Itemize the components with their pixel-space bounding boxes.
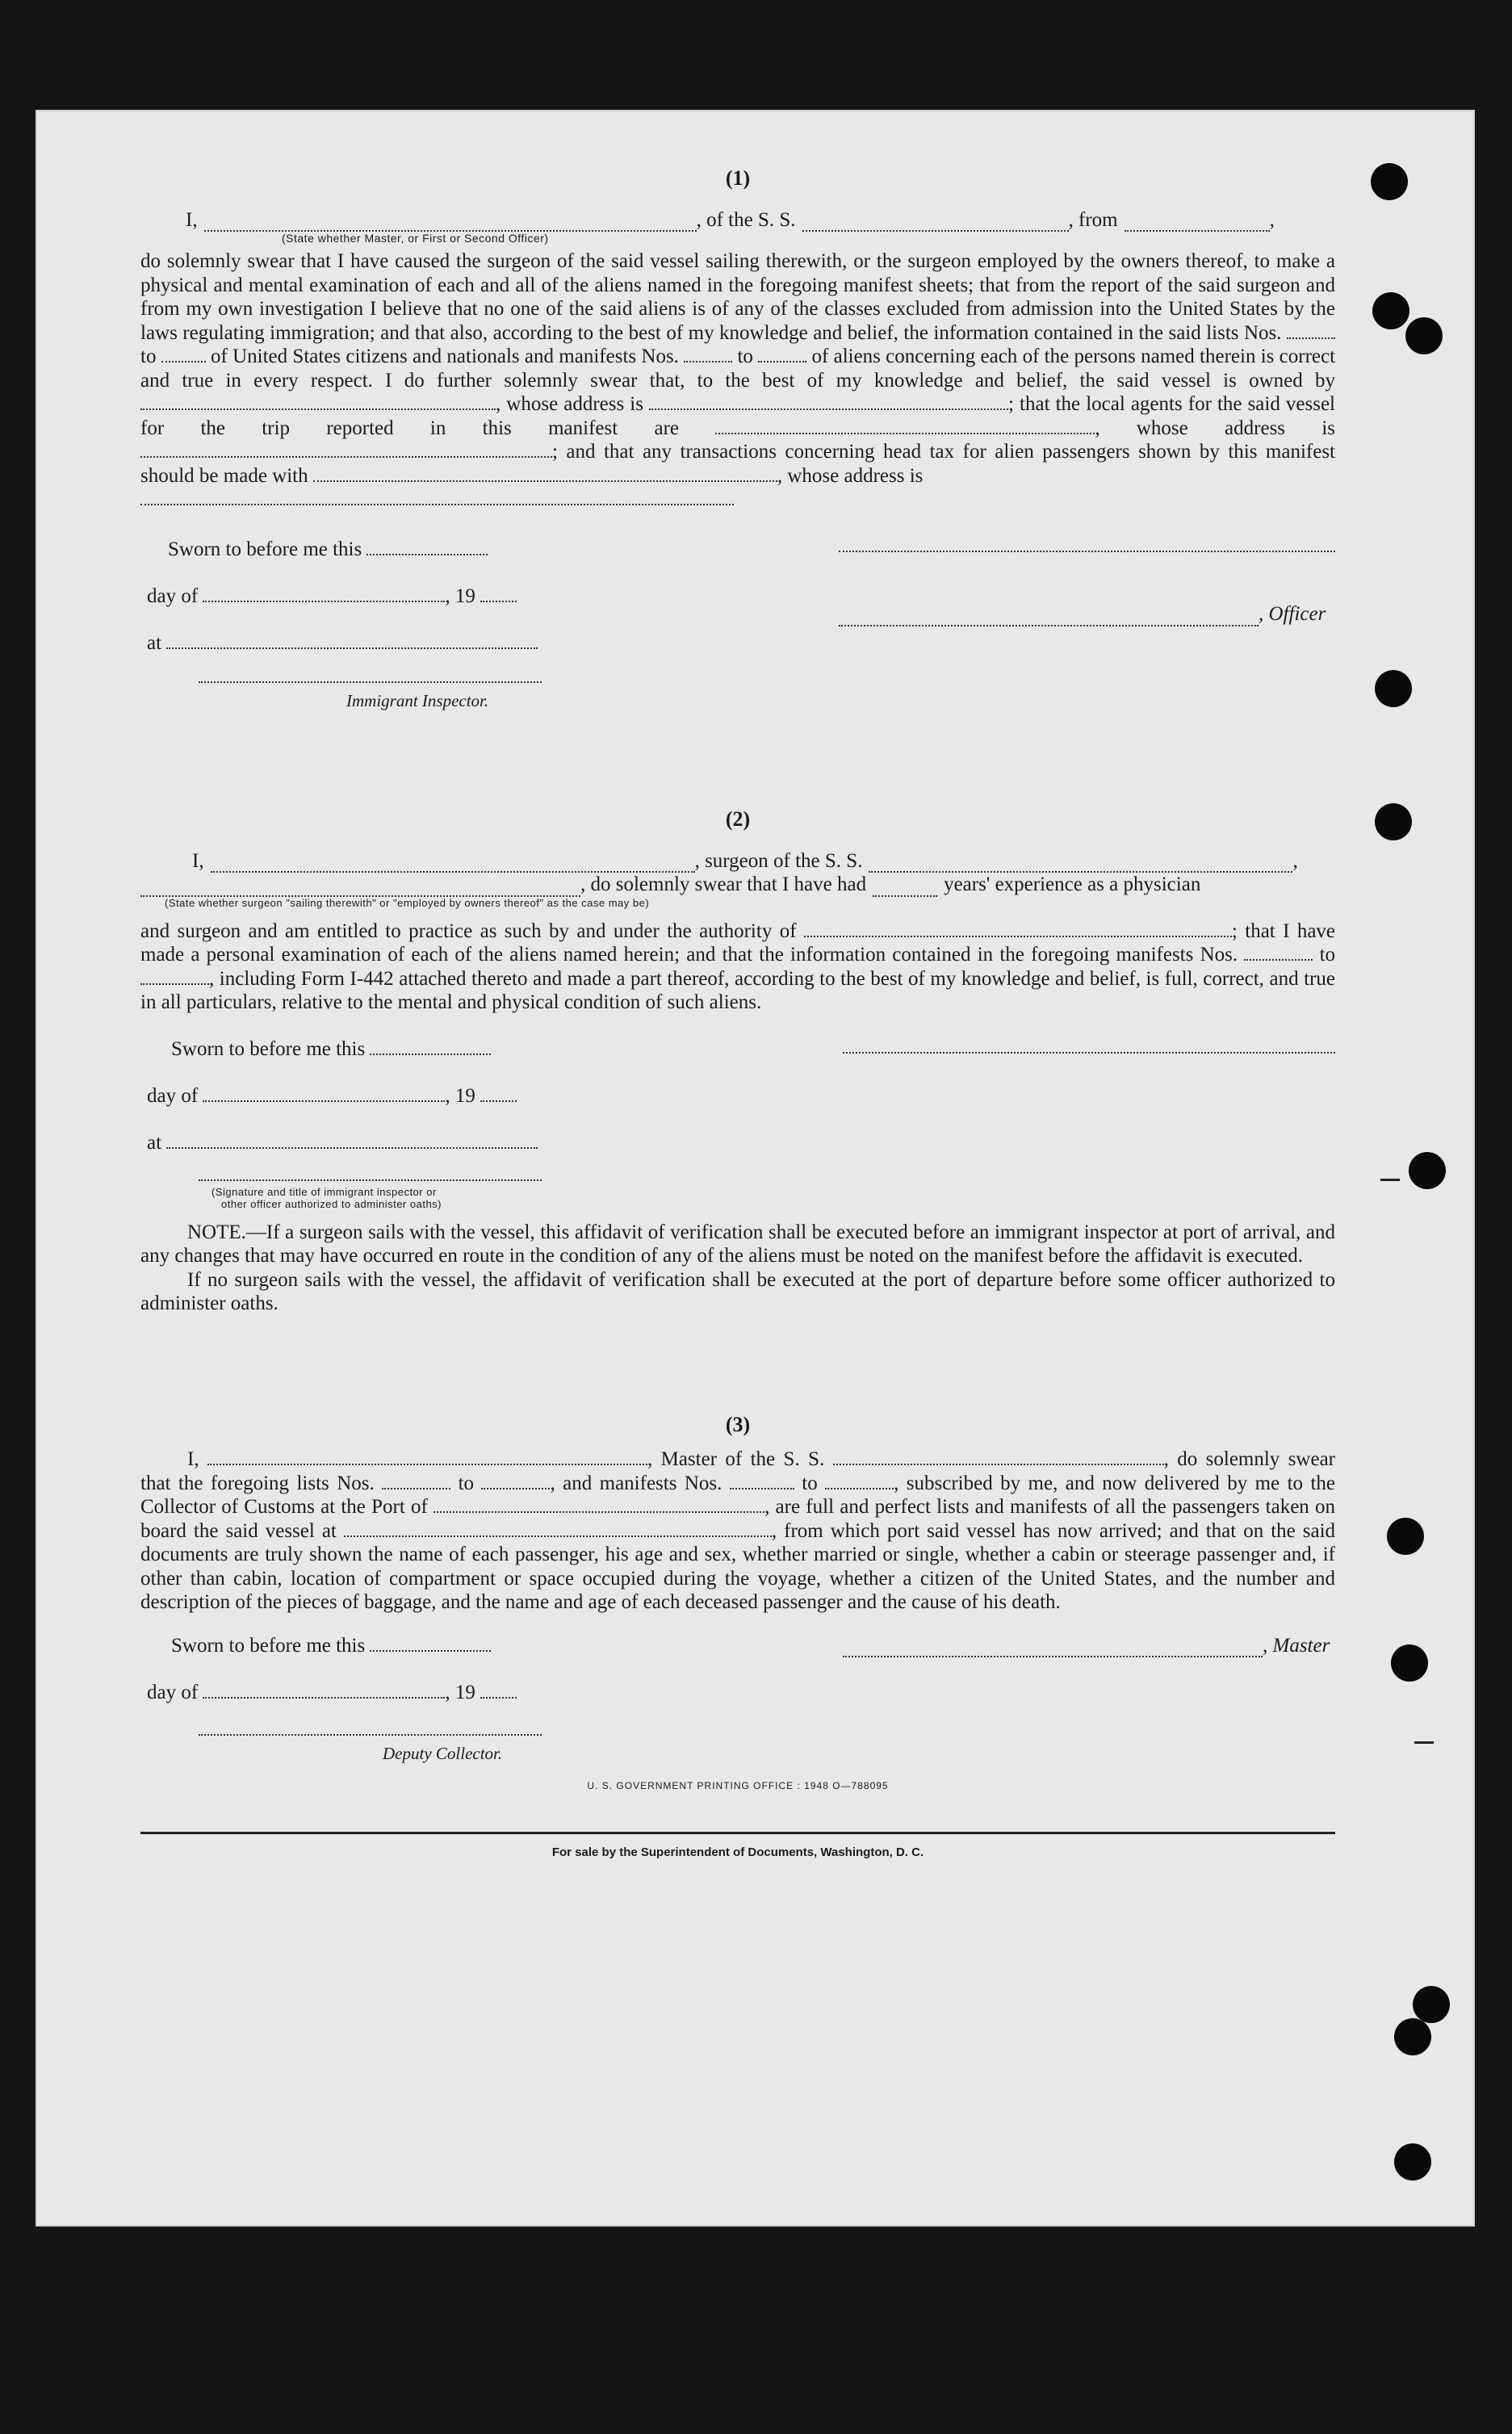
inspector-signature-field[interactable] bbox=[199, 1165, 542, 1181]
at-line bbox=[147, 1131, 538, 1155]
paragraph-text: , subscribed by me, and now bbox=[894, 1472, 1137, 1494]
year-field[interactable] bbox=[480, 1681, 517, 1699]
punch-hole bbox=[1394, 2143, 1431, 2181]
punct: , bbox=[1269, 208, 1275, 231]
affidavit-text bbox=[140, 1447, 1335, 1615]
punct: , bbox=[1292, 849, 1298, 872]
punch-hole bbox=[1375, 803, 1412, 840]
note-paragraph: If no surgeon sails with the vessel, the affidavit of verification shall be executed at the port of departure before some officer authorized to administer oaths. bbox=[140, 1268, 1335, 1314]
text-19: , 19 bbox=[445, 1084, 475, 1107]
head-tax-contact-field[interactable] bbox=[313, 464, 777, 482]
day-of-line bbox=[147, 1681, 517, 1705]
text-to: to bbox=[802, 1472, 818, 1494]
paragraph-text: that the local agents for the said vessel for the trip reported in this manifest are bbox=[140, 393, 1336, 439]
vessel-name-field[interactable] bbox=[833, 1447, 1164, 1465]
text-of-ss: , of the S. S. bbox=[696, 208, 796, 231]
text-i: I, bbox=[192, 849, 204, 872]
paragraph-text: do solemnly swear that I have caused the surgeon of the said vessel sailing therewith, or the surgeon employed by the owners thereof, to make a physical and mental examination of each and all of the aliens named in the foregoing manifest sheets; that from the report of the said surgeon and from my own investigation I believe that no one of the said aliens is of any of the classes excluded from admission into the United States by the laws regulating immigration; and that also, according to the best of my knowledge and belief, the information contained in the said lists Nos. bbox=[140, 250, 1335, 344]
head-tax-address-field[interactable] bbox=[140, 489, 734, 505]
manifests-no-to-field[interactable] bbox=[140, 967, 209, 985]
text-surgeon-of: , surgeon of the S. S. bbox=[694, 849, 863, 872]
signature-note: other officer authorized to administer oaths) bbox=[221, 1197, 442, 1210]
place-field[interactable] bbox=[166, 1131, 538, 1149]
officer-signature-field[interactable] bbox=[839, 609, 1259, 626]
paragraph-text: that I have made a personal examination of each of the aliens named herein; and that the information contained in the foregoing manifests Nos. bbox=[140, 920, 1336, 966]
at-line bbox=[147, 631, 538, 656]
surgeon-signature-field[interactable] bbox=[843, 1037, 1335, 1054]
month-field[interactable] bbox=[203, 1681, 445, 1699]
punct: ; bbox=[1231, 920, 1238, 942]
paragraph-text: ; and that any transactions concerning head tax for alien passengers shown by this manifest should be made with bbox=[140, 441, 1335, 487]
text-i: I, bbox=[187, 1448, 199, 1470]
signature-field[interactable] bbox=[839, 536, 1335, 552]
place-field[interactable] bbox=[166, 631, 538, 649]
paragraph-text: delivered by me to the Collector of Customs at the Port of bbox=[140, 1472, 1335, 1518]
vessel-name-field[interactable] bbox=[869, 855, 1292, 873]
sworn-day-field[interactable] bbox=[370, 1634, 491, 1652]
master-name-field[interactable] bbox=[207, 1447, 647, 1465]
punch-hole bbox=[1375, 670, 1412, 707]
for-sale-note: For sale by the Superintendent of Documents, Washington, D. C. bbox=[551, 1845, 924, 1859]
text-sworn: Sworn to before me this bbox=[171, 1634, 366, 1657]
text-years: years' experience as a physician bbox=[944, 873, 1201, 895]
port-field[interactable] bbox=[433, 1495, 764, 1513]
master-signature-field[interactable] bbox=[843, 1640, 1263, 1657]
section-number: (1) bbox=[725, 166, 751, 190]
text-day-of: day of bbox=[147, 585, 199, 607]
manifests-no-from-field[interactable] bbox=[1244, 943, 1313, 961]
text-to: to bbox=[737, 346, 753, 367]
vessel-name-field[interactable] bbox=[802, 214, 1069, 232]
section-number: (3) bbox=[725, 1412, 751, 1436]
lists-no-from-field[interactable] bbox=[1287, 321, 1335, 339]
owner-field[interactable] bbox=[140, 392, 496, 410]
footer-rule bbox=[140, 1832, 1335, 1834]
text-sworn: Sworn to before me this bbox=[171, 1037, 366, 1060]
year-field[interactable] bbox=[480, 584, 517, 602]
paragraph-text: manifests of all the passengers taken on board the said vessel at bbox=[140, 1496, 1336, 1542]
deputy-label: Deputy Collector. bbox=[383, 1743, 503, 1763]
month-field[interactable] bbox=[203, 584, 445, 602]
years-field[interactable] bbox=[873, 879, 937, 897]
manifests-no-from-field[interactable] bbox=[684, 345, 732, 362]
manifests-no-to-field[interactable] bbox=[825, 1472, 894, 1489]
text-to: to bbox=[1319, 944, 1336, 966]
text-day-of: day of bbox=[147, 1084, 199, 1107]
punch-hole bbox=[1405, 317, 1443, 354]
affidavit-text bbox=[140, 249, 1335, 488]
inspector-label: Immigrant Inspector. bbox=[346, 691, 489, 710]
lists-no-to-field[interactable] bbox=[481, 1472, 550, 1489]
officer-note: (State whether Master, or First or Second Officer) bbox=[282, 232, 549, 245]
port-from-field[interactable] bbox=[1125, 214, 1270, 232]
text-sworn: Sworn to before me this bbox=[168, 538, 362, 560]
form-content bbox=[140, 166, 1335, 1865]
master-label: , Master bbox=[1263, 1634, 1330, 1657]
officer-signature-line bbox=[839, 602, 1326, 626]
sworn-block-1 bbox=[140, 523, 1335, 741]
lists-no-from-field[interactable] bbox=[382, 1472, 450, 1489]
text-day-of: day of bbox=[147, 1681, 199, 1703]
text-master-of: , Master of the S. S. bbox=[647, 1448, 825, 1470]
printing-office-imprint: U. S. GOVERNMENT PRINTING OFFICE : 1948 O—788095 bbox=[587, 1779, 889, 1791]
swear-line bbox=[140, 873, 1335, 897]
signature-note: (Signature and title of immigrant inspector or bbox=[212, 1185, 437, 1198]
paragraph-text: and surgeon and am entitled to practice as such by and under the authority of bbox=[140, 920, 797, 942]
punct: , bbox=[1095, 417, 1100, 439]
text-19: , 19 bbox=[445, 1681, 475, 1703]
note-text bbox=[140, 1268, 1335, 1316]
paragraph-text: of aliens concerning each of the persons named therein is correct and true in every respect. I do further solemnly swear that, to the best of my knowledge and belief, the said vessel is owned by bbox=[140, 346, 1336, 392]
inspector-signature-field[interactable] bbox=[199, 667, 542, 683]
owner-address-field[interactable] bbox=[649, 392, 1008, 410]
text-do-solemnly: , do solemnly bbox=[1163, 1448, 1280, 1470]
agents-address-field[interactable] bbox=[140, 440, 552, 458]
paragraph-text: , including Form I-442 attached thereto and made a part thereof, according to the best of my knowledge and belief, is full, correct, and true in all particulars, relative to the mental and physical condition of such aliens. bbox=[140, 967, 1335, 1013]
surgeon-name-field[interactable] bbox=[211, 855, 695, 873]
authority-field[interactable] bbox=[804, 920, 1232, 937]
sworn-line bbox=[171, 1037, 491, 1062]
punch-hole bbox=[1413, 1986, 1450, 2023]
text-to: to bbox=[140, 346, 157, 367]
day-of-line bbox=[147, 584, 517, 609]
punch-hole bbox=[1371, 163, 1408, 200]
punch-hole bbox=[1372, 292, 1409, 329]
sworn-block-2 bbox=[140, 1029, 1335, 1235]
departure-port-field[interactable] bbox=[344, 1519, 772, 1537]
sworn-day-field[interactable] bbox=[370, 1037, 491, 1055]
affidavit-text bbox=[140, 920, 1335, 1015]
surgeon-line bbox=[140, 849, 1335, 873]
officer-name-field[interactable] bbox=[204, 214, 697, 232]
day-of-line bbox=[147, 1084, 517, 1108]
punct: ; bbox=[1008, 393, 1014, 415]
sworn-day-field[interactable] bbox=[366, 538, 488, 555]
lists-no-to-field[interactable] bbox=[161, 345, 206, 362]
note-label: NOTE. bbox=[187, 1221, 246, 1243]
text-i: I, bbox=[186, 208, 198, 231]
paragraph-text: , are full and perfect lists and bbox=[764, 1496, 1004, 1518]
officer-label: , Officer bbox=[1259, 603, 1326, 625]
year-field[interactable] bbox=[480, 1084, 517, 1102]
punch-hole bbox=[1387, 1518, 1424, 1555]
sworn-line bbox=[171, 1634, 491, 1658]
margin-mark bbox=[1380, 1179, 1400, 1181]
text-from: , from bbox=[1068, 208, 1118, 231]
margin-mark bbox=[1414, 1741, 1434, 1744]
master-signature-line bbox=[843, 1634, 1330, 1658]
month-field[interactable] bbox=[203, 1084, 445, 1102]
text-to: to bbox=[458, 1472, 475, 1494]
sworn-block-3 bbox=[140, 1631, 1335, 1776]
paragraph-text: of United States citizens and nationals and manifests Nos. bbox=[211, 346, 679, 367]
section-number: (2) bbox=[725, 807, 751, 831]
text-at: at bbox=[147, 632, 162, 654]
paragraph-text: , and manifests Nos. bbox=[550, 1472, 722, 1494]
officer-line bbox=[140, 208, 1335, 233]
paragraph-text: , from which bbox=[771, 1519, 880, 1542]
punch-hole bbox=[1391, 1644, 1428, 1682]
punch-hole bbox=[1394, 2018, 1431, 2055]
punch-hole bbox=[1409, 1152, 1446, 1189]
text-at: at bbox=[147, 1131, 162, 1154]
surgeon-note: (State whether surgeon "sailing therewith" or "employed by owners thereof" as the case may be) bbox=[165, 896, 650, 909]
manifests-no-from-field[interactable] bbox=[730, 1472, 794, 1489]
sworn-line bbox=[168, 538, 488, 562]
note-paragraph: —If a surgeon sails with the vessel, this affidavit of verification shall be executed before an immigrant inspector at port of arrival, and any changes that may have occurred en route in the condition of any of the aliens must be noted on the manifest before the affidavit is executed. bbox=[140, 1221, 1335, 1267]
deputy-signature-field[interactable] bbox=[199, 1720, 542, 1736]
text-whose-address: , whose address is bbox=[777, 464, 924, 487]
text-swear: , do solemnly swear that I have had bbox=[580, 873, 867, 895]
paragraph-text: port said vessel has now arrived; and that on the said documents are truly shown the name of each passenger, his age and sex, whether married or single, whether a cabin or steerage passenger and, if other than cabin, location of compartment or space occupied during the voyage, whether a citizen of the United States, and the number and description of the pieces of baggage, and the name and age of each deceased passenger and the cause of his death. bbox=[140, 1519, 1336, 1613]
manifests-no-to-field[interactable] bbox=[758, 345, 806, 362]
paragraph-text: swear that the foregoing lists Nos. bbox=[140, 1448, 1336, 1494]
text-whose-address: whose address is bbox=[1136, 417, 1336, 439]
agents-field[interactable] bbox=[715, 417, 1095, 434]
text-whose-address: , whose address is bbox=[496, 393, 643, 415]
surgeon-status-field[interactable] bbox=[140, 879, 580, 897]
text-19: , 19 bbox=[445, 585, 475, 607]
